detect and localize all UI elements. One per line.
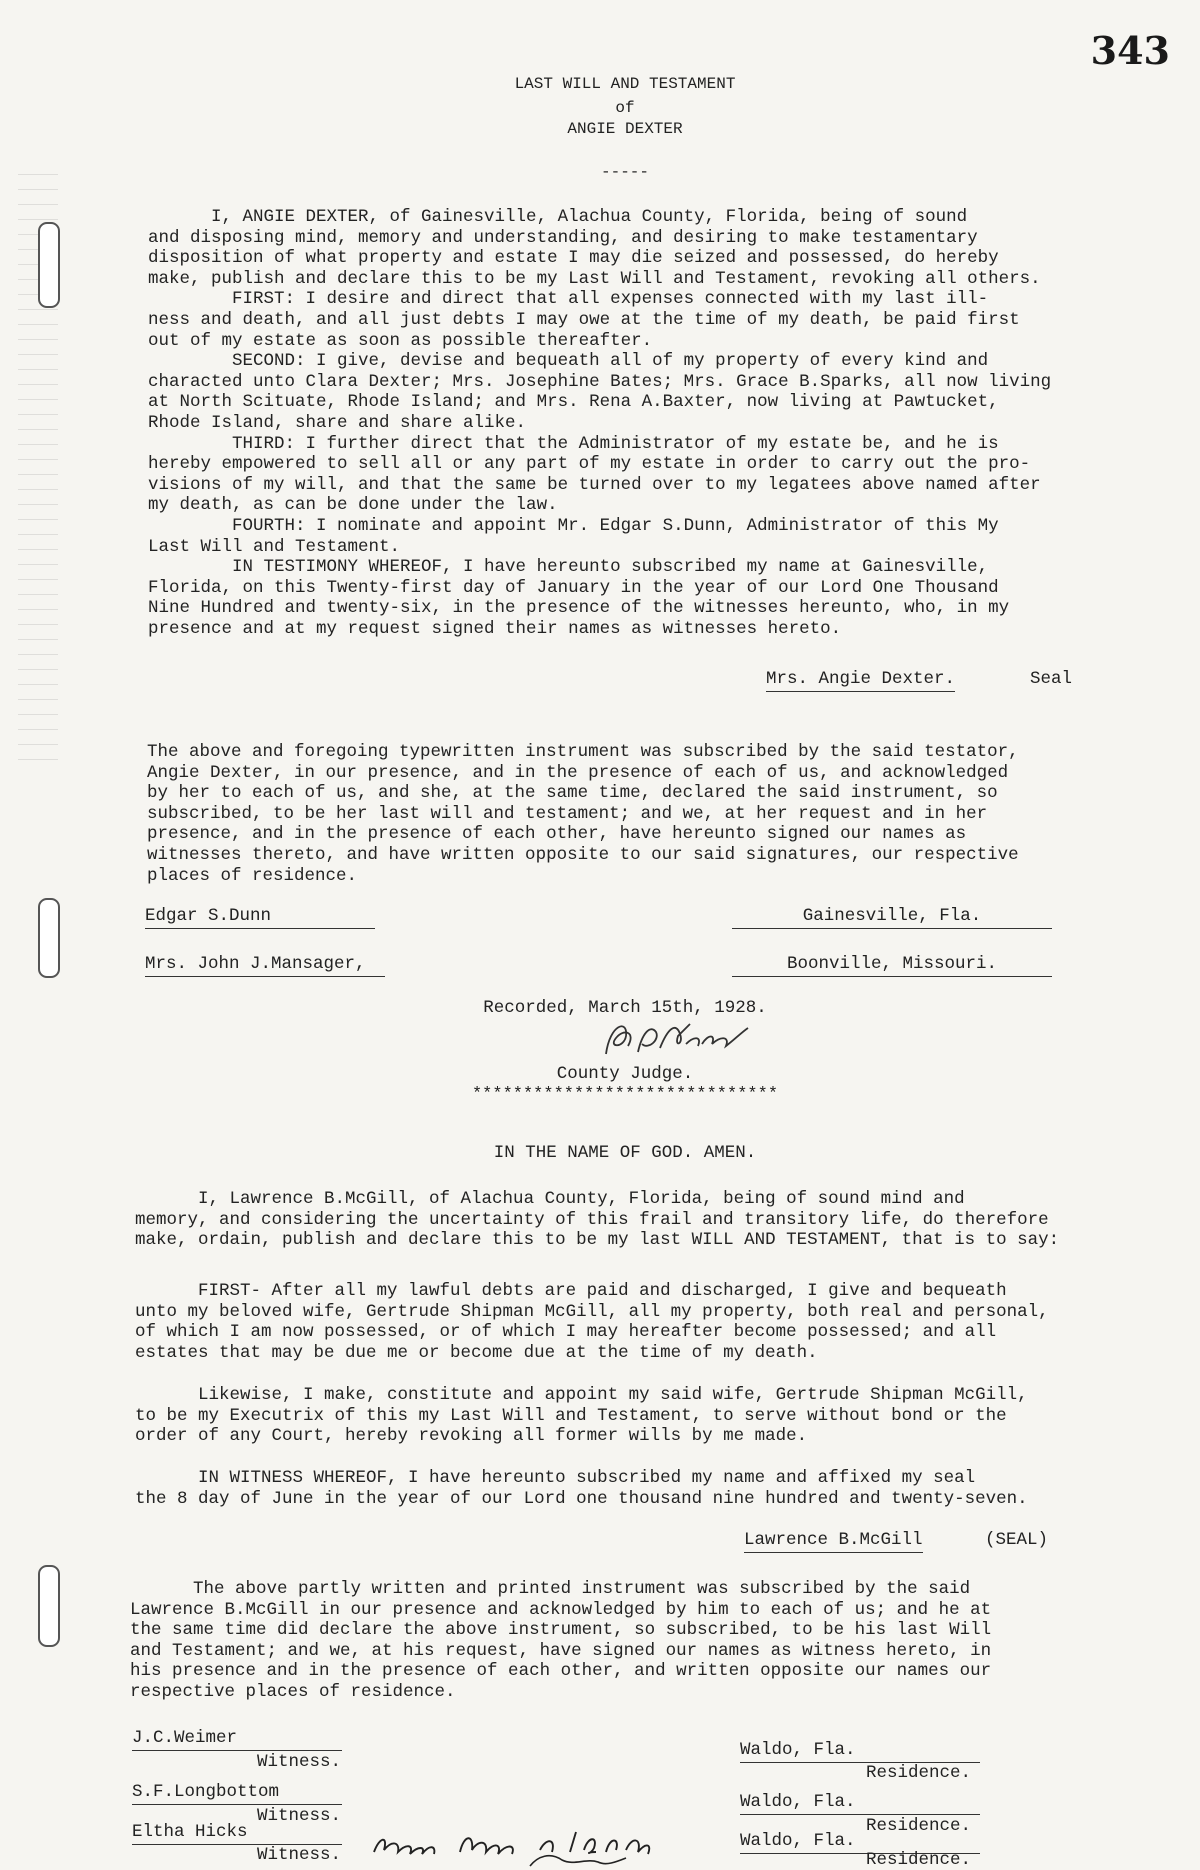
will1-witness2-name: Mrs. John J.Mansager,: [145, 954, 385, 977]
punch-hole-middle: [38, 898, 60, 978]
will1-title-of: of: [615, 99, 635, 117]
will2-witness2-name: S.F.Longbottom: [132, 1782, 342, 1805]
handwritten-recorded-note-icon: [370, 1822, 700, 1870]
will1-seal: Seal: [1030, 669, 1073, 689]
will2-witness1-name: J.C.Weimer: [132, 1728, 342, 1751]
punch-hole-bottom: [38, 1565, 60, 1647]
will2-attestation: The above partly written and printed instrument was subscribed by the said Lawrence B.McGill in our presence and acknowledged by him to each of us; and he at the same time did declare the above instrument, so subscribed, to be his last Will and Testament; and we, at his request, have signed our names as witness hereto, in his presence and in the presence of each other, and written opposite our names our respective places of residence.: [130, 1579, 992, 1702]
will2-witness1-res-label: Residence.: [866, 1763, 972, 1783]
section-separator: ******************************: [471, 1085, 779, 1104]
will2-intro: I, Lawrence B.McGill, of Alachua County, Florida, being of sound mind and memory, and considering the uncertainty of this frail and transitory life, do therefore make, ordain, publish and declare this to be my last WILL AND TESTAMENT, that is to say:: [135, 1189, 1060, 1251]
will1-body: I, ANGIE DEXTER, of Gainesville, Alachua County, Florida, being of sound and disposing mind, memory and understanding, and desiring to make testamentary disposition of what property and estate I may die seized and possessed, do hereby make, publish and declare this to be my Last Will and Testament, revoking all others. FIRST: I desire and direct that all expenses connected with my last ill- ness and death, and all just debts I may owe at the time of my death, be paid first out of my estate as soon as possible thereafter. SECOND: I give, devise and bequeath all of my property of every kind and characted unto Clara Dexter; Mrs. Josephine Bates; Mrs. Grace B.Sparks, all now living at North Scituate, Rhode Island; and Mrs. Rena A.Baxter, now living at Pawtucket, Rhode Island, share and share alike. THIRD: I further direct that the Administrator of my estate be, and he is hereby empowered to sell all or any part of my estate in order to carry out the pro- visions of my will, and that the same be turned over to my legatees above named after my death, as can be done under the law. FOURTH: I nominate and appoint Mr. Edgar S.Dunn, Administrator of this My Last Will and Testament. IN TESTIMONY WHEREOF, I have hereunto subscribed my name at Gainesville, Florida, on this Twenty-first day of January in the year of our Lord One Thousand Nine Hundred and twenty-six, in the presence of the witnesses hereunto, who, in my presence and at my request signed their names as witnesses hereto.: [148, 207, 1052, 639]
will1-witness2-residence: Boonville, Missouri.: [732, 954, 1052, 977]
will1-testator-signature: Mrs. Angie Dexter.: [766, 669, 955, 692]
will2-testator-signature: Lawrence B.McGill: [744, 1530, 923, 1553]
will2-witness3-label: Witness.: [257, 1845, 342, 1865]
will1-attestation: The above and foregoing typewritten instrument was subscribed by the said testator, Angie Dexter, in our presence, and in the presence of each of us, and acknowledged by her to each of us, and she, at the same time, declared the said instrument, so subscribed, to be her last will and testament; and we, at her request and in her presence, and in the presence of each other, have hereunto signed our names as witnesses thereto, and have written opposite to our said signatures, our respective places of residence.: [147, 742, 1019, 886]
page-number: 343: [1090, 28, 1170, 73]
will1-witness1-residence: Gainesville, Fla.: [732, 906, 1052, 929]
will2-witness3-res-label: Residence.: [866, 1850, 972, 1870]
will1-divider: -----: [600, 163, 649, 181]
will2-witness1-residence: Waldo, Fla.: [740, 1740, 980, 1763]
will2-first: FIRST- After all my lawful debts are paid and discharged, I give and bequeath unto my beloved wife, Gertrude Shipman McGill, all my property, both real and personal, of which I am now possessed, or of which I may hereafter become possessed; and all estates that may be due me or become due at the time of my death.: [135, 1281, 1049, 1363]
will2-witness1-label: Witness.: [257, 1752, 342, 1772]
will2-seal: (SEAL): [985, 1530, 1049, 1550]
will1-recorded: Recorded, March 15th, 1928.: [483, 998, 767, 1018]
will2-witness2-residence: Waldo, Fla.: [740, 1792, 980, 1815]
will2-witness2-label: Witness.: [257, 1806, 342, 1826]
will1-title-name: ANGIE DEXTER: [567, 120, 683, 138]
punch-hole-top: [38, 222, 60, 308]
will2-witness3-name: Eltha Hicks: [132, 1822, 342, 1845]
will2-heading: IN THE NAME OF GOD. AMEN.: [493, 1143, 757, 1163]
will1-title: LAST WILL AND TESTAMENT: [514, 75, 736, 93]
judge-signature-icon: [598, 1014, 758, 1064]
will2-witness-whereof: IN WITNESS WHEREOF, I have hereunto subscribed my name and affixed my seal the 8 day of June in the year of our Lord one thousand nine hundred and twenty-seven.: [135, 1468, 1028, 1509]
will1-witness1-name: Edgar S.Dunn: [145, 906, 375, 929]
will2-likewise: Likewise, I make, constitute and appoint my said wife, Gertrude Shipman McGill, to be my Executrix of this my Last Will and Testament, to serve without bond or the order of any Court, hereby revoking all former wills by me made.: [135, 1385, 1028, 1447]
will2-witness3-residence: Waldo, Fla.: [740, 1831, 980, 1854]
will2-witness2-res-label: Residence.: [866, 1816, 972, 1836]
will1-county-judge: County Judge.: [556, 1064, 694, 1084]
